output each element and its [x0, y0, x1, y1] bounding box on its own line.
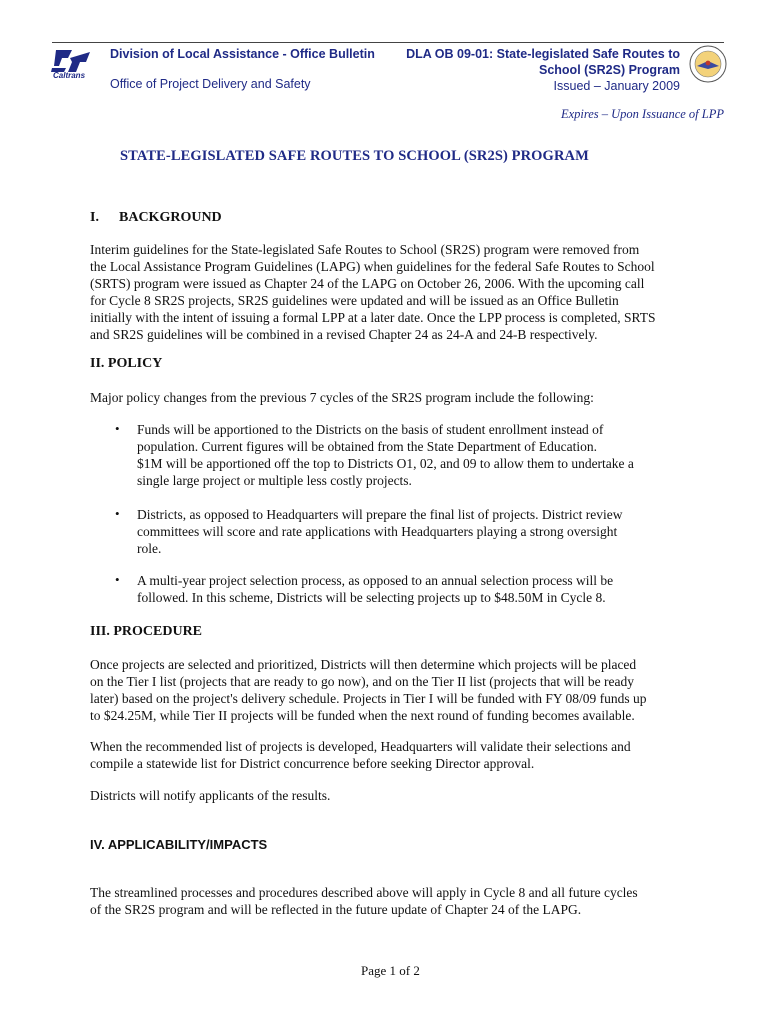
- bulletin-id: DLA OB 09-01: State-legislated Safe Routes to School (SR2S) Program Issued – January 2009: [406, 47, 680, 93]
- expiration-note: Expires – Upon Issuance of LPP: [560, 107, 724, 121]
- bullet-marker: •: [115, 572, 120, 587]
- section-heading-background-number: I.: [90, 210, 99, 225]
- seal-icon: [688, 44, 728, 84]
- procedure-paragraph-2: When the recommended list of projects is developed, Headquarters will validate their selections and compile a statewide list for District concurrence before seeking Director approval.: [90, 739, 631, 771]
- bulletin-name: Division of Local Assistance - Office Bulletin: [110, 47, 375, 61]
- section-heading-applicability: IV. APPLICABILITY/IMPACTS: [90, 837, 268, 852]
- bullet-marker: •: [115, 421, 120, 436]
- procedure-paragraph-1: Once projects are selected and prioritized, Districts will then determine which projects will be placed on the Tier I list (projects that are ready to go now), and on the Tier II list (projects that will be ready later) based on the project's delivery schedule. Projects in Tier I will be funded with FY 08/09 funds up to $24.25M, while Tier II projects will be funded when the next round of funding becomes available.: [90, 657, 647, 723]
- caltrans-logo: [50, 44, 96, 84]
- dla-seal: [688, 44, 728, 84]
- background-paragraph: Interim guidelines for the State-legislated Safe Routes to School (SR2S) program were removed from the Local Assistance Program Guidelines (LAPG) when guidelines for the federal Safe Routes to School (SRTS) program were issued as Chapter 24 of the LAPG on October 26, 2006. With the upcoming call for Cycle 8 SR2S projects, SR2S guidelines were updated and will be issued as an Office Bulletin initially with the intent of issuing a formal LPP at a later date. Once the LPP process is completed, SRTS and SR2S guidelines will be combined in a revised Chapter 24 as 24-A and 24-B respectively.: [90, 242, 656, 342]
- office-name: Office of Project Delivery and Safety: [110, 77, 311, 91]
- policy-bullet-3: A multi-year project selection process, as opposed to an annual selection process will be followed. In this scheme, Districts will be selecting projects up to $48.50M in Cycle 8.: [137, 573, 614, 605]
- section-heading-procedure: III. PROCEDURE: [90, 624, 203, 639]
- bullet-marker: •: [115, 506, 120, 521]
- section-heading-policy: II. POLICY: [90, 356, 163, 371]
- applicability-paragraph: The streamlined processes and procedures described above will apply in Cycle 8 and all future cycles of the SR2S program and will be reflected in the future update of Chapter 24 of the LAPG.: [90, 885, 638, 917]
- policy-intro: Major policy changes from the previous 7 cycles of the SR2S program include the following:: [90, 390, 594, 405]
- logo-text: Caltrans: [53, 71, 86, 80]
- policy-bullet-2: Districts, as opposed to Headquarters will prepare the final list of projects. District review committees will score and rate applications with Headquarters playing a strong oversight role.: [137, 507, 623, 556]
- page-number: Page 1 of 2: [361, 963, 420, 978]
- policy-bullet-1: Funds will be apportioned to the Districts on the basis of student enrollment instead of population. Current figures will be obtained from the State Department of Education. $1M will be apportioned off the top to Districts O1, 02, and 09 to allow them to undertake a single large project or multiple less costly projects.: [137, 422, 634, 488]
- page-title: STATE-LEGISLATED SAFE ROUTES TO SCHOOL (SR2S) PROGRAM: [120, 148, 589, 164]
- section-heading-background: BACKGROUND: [119, 210, 222, 225]
- header-rule: [52, 42, 724, 43]
- procedure-paragraph-3: Districts will notify applicants of the results.: [90, 788, 331, 803]
